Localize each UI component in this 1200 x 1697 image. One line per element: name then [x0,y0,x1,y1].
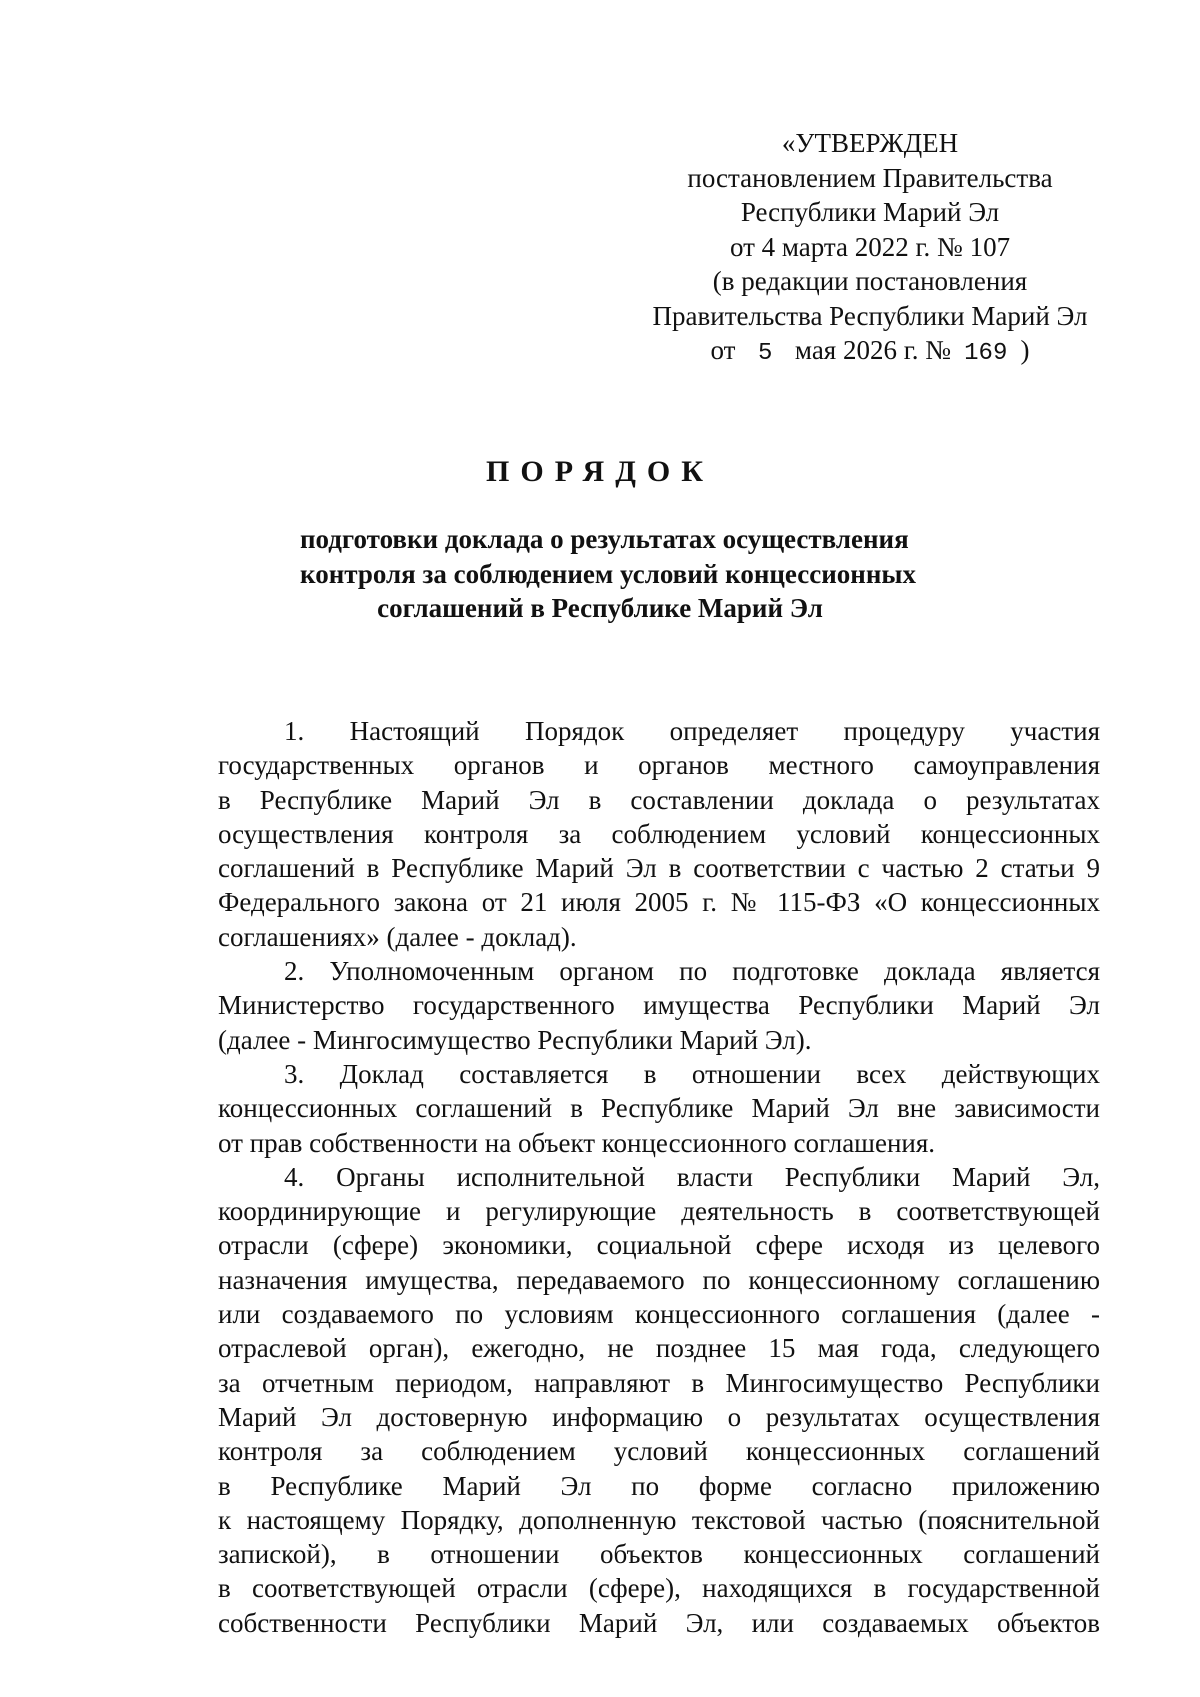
subtitle-line: соглашений в Республике Марий Эл [377,593,823,623]
text-line: за отчетным периодом, направляют в Мингосимущество Республики [218,1367,1100,1398]
subtitle-line: контроля за соблюдением условий концессионных [300,558,916,589]
text-line: Марий Эл достоверную информацию о результатах осуществления [218,1401,1100,1432]
approval-line: (в редакции постановления [712,266,1028,296]
document-title: ПОРЯДОК [486,455,714,488]
approval-line: Республики Марий Эл [740,197,1000,227]
text-line: координирующие и регулирующие деятельность в соответствующей [218,1196,1100,1227]
document-subtitle [300,522,916,626]
text-line: назначения имущества, передаваемого по концессионному соглашению [218,1264,1100,1295]
text-line: к настоящему Порядку, дополненную текстовой частью (пояснительной [218,1504,1100,1535]
text-line: отраслевой орган), ежегодно, не позднее 15 мая года, следующего [218,1333,1100,1364]
text-line: в Республике Марий Эл в составлении доклада о результатах [218,784,1100,815]
approval-date-line [640,333,1100,372]
text-line: 1. Настоящий Порядок определяет процедуру участия [284,716,1100,746]
text-line: государственных органов и органов местного самоуправления [218,750,1100,781]
document-body [218,714,1100,1640]
approval-day: 5 [757,340,773,367]
text-line: Министерство государственного имущества Республики Марий Эл [218,990,1100,1021]
subtitle-line: подготовки доклада о результатах осуществления [300,524,909,554]
approval-stamp [640,126,1100,372]
paragraph-2 [218,954,1100,1057]
text-line: 4. Органы исполнительной власти Республики Марий Эл, [284,1161,1100,1192]
paragraph-4 [218,1160,1100,1640]
text-line: от прав собственности на объект концессионного соглашения. [218,1127,936,1158]
text-line: концессионных соглашений в Республике Марий Эл вне зависимости [218,1093,1100,1124]
text-line: Федерального закона от 21 июля 2005 г. № 115-ФЗ «О концессионных [218,887,1100,918]
approval-date-suffix: ) [1020,335,1030,365]
approval-number: 169 [964,340,1008,367]
text-line: контроля за соблюдением условий концессионных соглашений [218,1436,1100,1467]
paragraph-3 [218,1057,1100,1160]
text-line: или создаваемого по условиям концессионного соглашения (далее - [218,1299,1100,1330]
approval-date-middle: мая 2026 г. № [794,335,952,365]
paragraph-1 [218,714,1100,954]
text-line: запиской), в отношении объектов концессионных соглашений [218,1539,1100,1570]
approval-line: постановлением Правительства [687,162,1053,193]
text-line: (далее - Мингосимущество Республики Марий Эл). [218,1024,812,1055]
approval-date-prefix: от [710,335,736,365]
text-line: отрасли (сфере) экономики, социальной сфере исходя из целевого [218,1230,1100,1261]
text-line: 2. Уполномоченным органом по подготовке доклада является [284,956,1100,987]
text-line: собственности Республики Марий Эл, или создаваемых объектов [218,1607,1100,1638]
text-line: соглашений в Республике Марий Эл в соответствии с частью 2 статьи 9 [218,853,1100,884]
text-line: в Республике Марий Эл по форме согласно приложению [218,1470,1100,1501]
text-line: соглашениях» (далее - доклад). [218,921,577,952]
text-line: 3. Доклад составляется в отношении всех действующих [284,1058,1100,1089]
text-line: осуществления контроля за соблюдением условий концессионных [218,818,1100,849]
approval-line: Правительства Республики Марий Эл [652,300,1088,331]
approval-line: от 4 марта 2022 г. № 107 [729,231,1011,262]
approval-line: «УТВЕРЖДЕН [781,128,959,158]
text-line: в соответствующей отрасли (сфере), находящихся в государственной [218,1573,1100,1604]
